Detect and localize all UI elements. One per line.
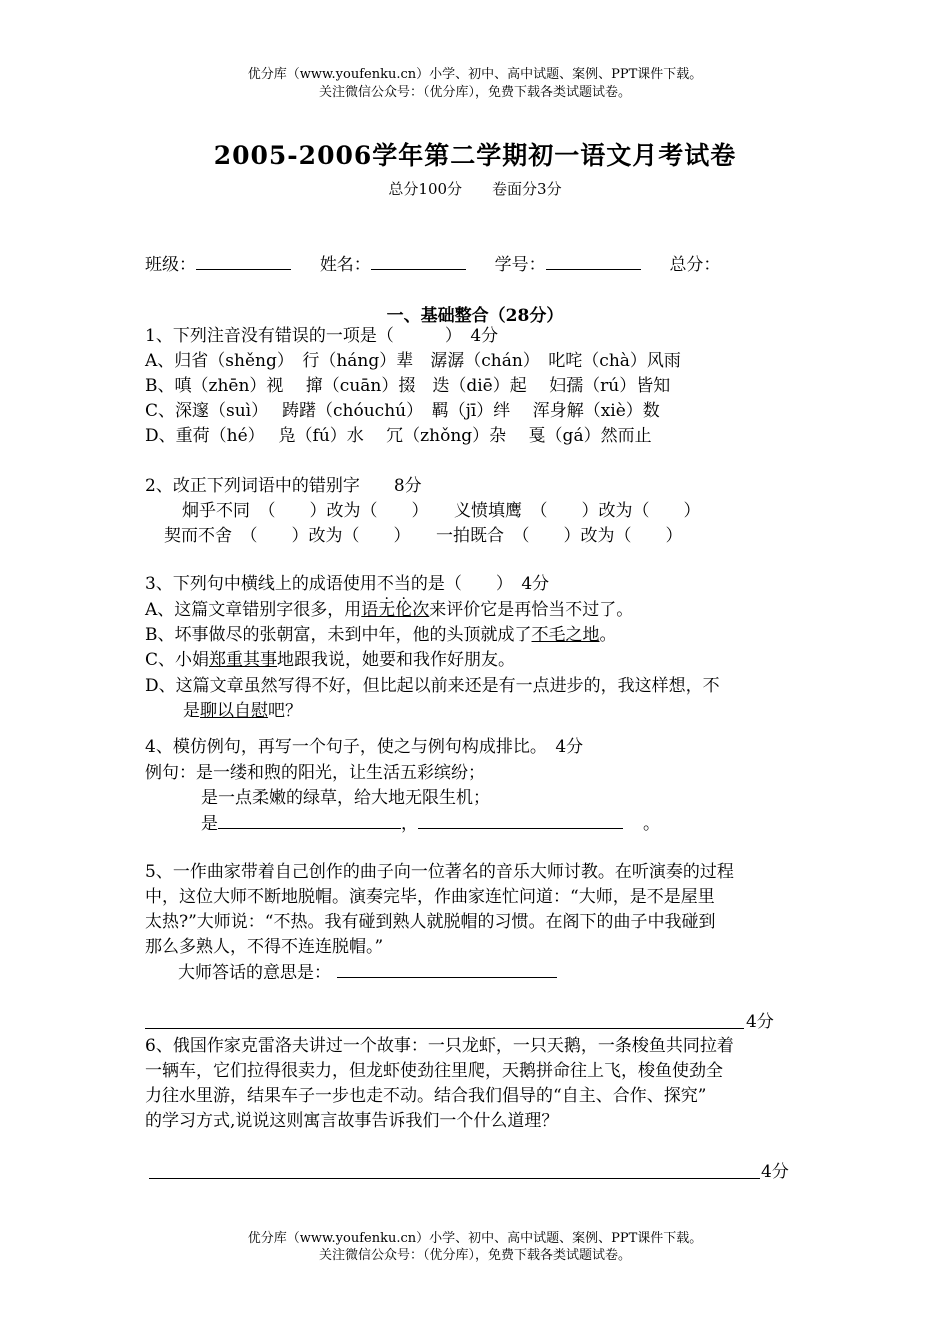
q3-emphasis-1: 不 (376, 574, 394, 594)
q5-answer-line-2[interactable] (145, 1028, 744, 1029)
q5-answer-blank-1[interactable] (337, 961, 557, 978)
q5-line-4: 那么多熟人，不得不连连脱帽。” (145, 937, 384, 957)
q1-option-a: A、归省（shěng） 行（háng）辈 潺潺（chán） 叱咤（chà）风雨 (145, 351, 681, 371)
q3-b-idiom: 不毛之地 (531, 625, 600, 645)
q3-d-idiom: 聊以自慰 (200, 701, 268, 721)
q4-example-1: 例句：是一缕和煦的阳光，让生活五彩缤纷； (145, 763, 485, 783)
q3-stem-a: 3、下列句中横线上的成语使用 (145, 574, 377, 594)
name-blank[interactable] (371, 253, 466, 270)
q3-option-a (145, 599, 633, 621)
q3-option-c (145, 649, 515, 671)
q5-score: 4分 (746, 1012, 774, 1032)
q3-b-text-1: B、坏事做尽的张朝富，未到中年，他的头顶就成了 (145, 625, 532, 645)
q6-line-3: 力往水里游，结果车子一步也走不动。结合我们倡导的“自主、合作、探究” (145, 1086, 707, 1106)
q3-b-text-2: 。 (599, 625, 617, 645)
q1-option-b: B、嗔（zhēn）视 撺（cuān）掇 迭（diē）起 妇孺（rú）皆知 (145, 376, 671, 396)
q3-stem (145, 573, 549, 595)
q6-score: 4分 (761, 1162, 789, 1182)
q4-answer-end: 。 (643, 814, 660, 834)
header-line-1: 优分库（www.youfenku.cn）小学、初中、高中试题、案例、PPT课件下载。 (247, 67, 703, 82)
q3-d-text-2: 吧？ (268, 701, 302, 721)
q2-row-2: 契而不舍 （ ）改为（ ） 一拍既合 （ ）改为（ ） (164, 526, 683, 546)
q1-option-c: C、深邃（suì） 踌躇（chóuchú） 羁（jī）绊 浑身解（xiè）数 (145, 401, 660, 421)
q3-option-d-line-2 (183, 700, 302, 722)
q3-c-text-2: 地跟我说，她要和我作好朋友。 (277, 650, 516, 670)
header-line-2: 关注微信公众号：（优分库），免费下载各类试题试卷。 (318, 85, 631, 100)
q3-emphasis-2: 当 (393, 574, 411, 594)
q4-answer-prefix: 是 (201, 814, 218, 834)
q3-c-text-1: C、小娟 (145, 650, 210, 670)
q5-line-1: 5、一作曲家带着自己创作的曲子向一位著名的音乐大师讨教。在听演奏的过程 (145, 862, 734, 882)
q6-answer-line[interactable] (149, 1178, 760, 1179)
footer-line-2: 关注微信公众号：（优分库），免费下载各类试题试卷。 (318, 1248, 631, 1263)
q6-line-2: 一辆车，它们拉得很卖力，但龙虾使劲往里爬，天鹅拼命往上飞，梭鱼使劲全 (145, 1061, 723, 1081)
q4-stem: 4、模仿例句，再写一个句子，使之与例句构成排比。 4分 (145, 737, 584, 757)
number-label: 学号： (494, 255, 546, 275)
total-label: 总分： (669, 255, 721, 275)
q3-a-text-2: 来评价它是再恰当不过了。 (429, 600, 634, 620)
q2-stem: 2、改正下列词语中的错别字 8分 (145, 476, 422, 496)
q3-c-idiom: 郑重其事 (209, 650, 278, 670)
class-label: 班级： (145, 255, 196, 275)
q6-line-4: 的学习方式,说说这则寓言故事告诉我们一个什么道理？ (145, 1111, 559, 1131)
q1-option-d: D、重荷（hé） 凫（fú）水 冗（zhǒng）杂 戛（gá）然而止 (145, 426, 652, 446)
q2-row-1: 炯乎不同 （ ）改为（ ） 义愤填鹰 （ ）改为（ ） (182, 501, 701, 521)
q3-stem-b: 的是（ ） 4分 (410, 574, 550, 594)
q3-a-idiom: 语无伦次 (361, 600, 430, 620)
q3-d-text-1: 是 (183, 701, 200, 721)
student-info-row (145, 253, 720, 276)
q6-line-1: 6、俄国作家克雷洛夫讲过一个故事：一只龙虾，一只天鹅，一条梭鱼共同拉着 (145, 1036, 734, 1056)
q4-answer-blank-2[interactable] (418, 812, 623, 829)
page-subtitle: 总分100分 卷面分3分 (388, 180, 562, 198)
q4-example-2: 是一点柔嫩的绿草，给大地无限生机； (201, 788, 490, 808)
q3-option-b (145, 624, 617, 646)
footer-line-1: 优分库（www.youfenku.cn）小学、初中、高中试题、案例、PPT课件下载。 (247, 1231, 703, 1246)
q5-line-2: 中，这位大师不断地脱帽。演奏完毕，作曲家连忙问道：“大师，是不是屋里 (145, 887, 715, 907)
q5-prompt-text: 大师答话的意思是： (178, 963, 331, 983)
q1-stem: 1、下列注音没有错误的一项是（ ） 4分 (145, 326, 499, 346)
q3-a-text-1: A、这篇文章错别字很多，用 (145, 600, 362, 620)
number-blank[interactable] (546, 253, 641, 270)
q4-answer-comma: ， (401, 814, 418, 834)
q4-answer-line (201, 812, 660, 835)
q4-answer-blank-1[interactable] (218, 812, 401, 829)
page-title: 2005-2006学年第二学期初一语文月考试卷 (213, 141, 737, 170)
q3-option-d-line-1: D、这篇文章虽然写得不好，但比起以前来还是有一点进步的，我这样想，不 (145, 676, 720, 696)
section-heading: 一、基础整合（28分） (386, 306, 564, 326)
name-label: 姓名： (319, 255, 371, 275)
class-blank[interactable] (196, 253, 291, 270)
q5-line-3: 太热?”大师说：“不热。我有碰到熟人就脱帽的习惯。在阁下的曲子中我碰到 (145, 912, 716, 932)
q5-prompt (178, 961, 557, 984)
